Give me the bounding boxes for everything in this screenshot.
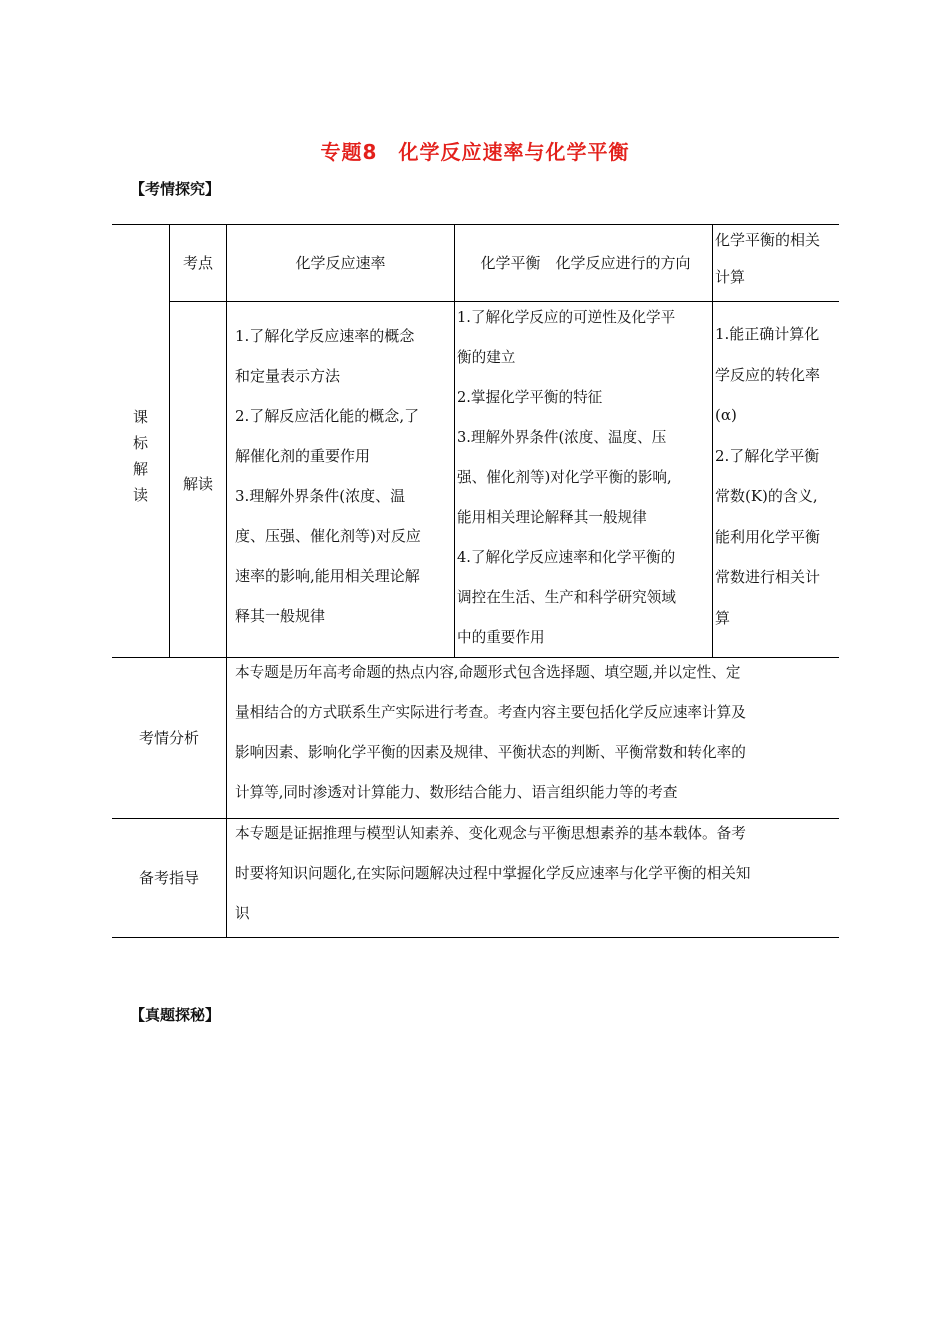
beikao-line: 识	[235, 905, 250, 922]
section-heading-kaoqing: 【考情探究】	[130, 180, 221, 198]
kebiao-char: 标	[132, 433, 148, 452]
col1-line: 1.了解化学反应速率的概念	[235, 327, 415, 345]
kaoqing-line: 量相结合的方式联系生产实际进行考查。考查内容主要包括化学反应速率计算及	[235, 704, 746, 721]
col1-line: 解催化剂的重要作用	[235, 447, 371, 465]
col3-line: 2.了解化学平衡	[715, 446, 820, 465]
col2-body	[457, 298, 713, 658]
col3-header	[715, 222, 839, 302]
section-heading-zhenti: 【真题探秘】	[130, 1006, 221, 1024]
page-title: 专题8 化学反应速率与化学平衡	[320, 140, 630, 164]
col2-line: 能用相关理论解释其一般规律	[457, 509, 647, 526]
col2-line: 4.了解化学反应速率和化学平衡的	[457, 549, 676, 566]
col2-line: 衡的建立	[457, 349, 516, 366]
col1-line: 释其一般规律	[235, 607, 326, 625]
col3-line: 算	[715, 608, 731, 627]
col2-line: 1.了解化学反应的可逆性及化学平	[457, 309, 676, 326]
col3-line: (α)	[715, 406, 737, 424]
col2-line: 中的重要作用	[457, 629, 545, 646]
table-bottom-border	[112, 937, 839, 938]
col3-line: 学反应的转化率	[715, 365, 821, 384]
col2-line: 强、催化剂等)对化学平衡的影响,	[457, 469, 672, 486]
col2-line: 3.理解外界条件(浓度、温度、压	[457, 429, 667, 446]
col-divider-b	[226, 224, 227, 937]
col1-line: 3.理解外界条件(浓度、温	[235, 487, 406, 505]
beikao-zhidao-body	[235, 814, 839, 934]
col3-body	[715, 314, 839, 638]
kaodian-label: 考点	[182, 254, 213, 272]
col1-line: 速率的影响,能用相关理论解	[235, 567, 420, 585]
kebiao-char: 读	[132, 485, 148, 504]
kebiao-char: 解	[132, 459, 148, 478]
col1-line: 和定量表示方法	[235, 367, 341, 385]
kaoqing-line: 本专题是历年高考命题的热点内容,命题形式包含选择题、填空题,并以定性、定	[235, 664, 741, 681]
col1-body	[235, 316, 453, 636]
kebiao-char: 课	[132, 407, 148, 426]
beikao-zhidao-label: 备考指导	[138, 869, 199, 887]
jiedu-label: 解读	[182, 474, 213, 493]
kaoqing-fenxi-body	[235, 653, 839, 813]
col3-line: 能利用化学平衡	[715, 527, 821, 546]
col2-line: 2.掌握化学平衡的特征	[457, 389, 603, 406]
beikao-line: 本专题是证据推理与模型认知素养、变化观念与平衡思想素养的基本载体。备考	[235, 825, 746, 842]
kaoqing-line: 影响因素、影响化学平衡的因素及规律、平衡状态的判断、平衡常数和转化率的	[235, 744, 746, 761]
col3-line: 常数(K)的含义,	[715, 487, 818, 505]
kebiao-jiedu-label	[112, 224, 169, 657]
col3-header-line: 化学平衡的相关	[715, 231, 821, 249]
col2-line: 调控在生活、生产和科学研究领域	[457, 589, 676, 606]
col1-line: 度、压强、催化剂等)对反应	[235, 527, 421, 545]
kaoqing-fenxi-label: 考情分析	[138, 729, 199, 747]
col3-line: 常数进行相关计	[715, 568, 821, 586]
col2-header: 化学平衡 化学反应进行的方向	[480, 254, 691, 272]
col3-line: 1.能正确计算化	[715, 325, 820, 343]
col1-line: 2.了解反应活化能的概念,了	[235, 407, 420, 425]
col3-header-line: 计算	[715, 268, 746, 286]
beikao-line: 时要将知识问题化,在实际问题解决过程中掌握化学反应速率与化学平衡的相关知	[235, 865, 751, 882]
col1-header: 化学反应速率	[295, 254, 386, 272]
kaoqing-line: 计算等,同时渗透对计算能力、数形结合能力、语言组织能力等的考查	[235, 784, 678, 801]
